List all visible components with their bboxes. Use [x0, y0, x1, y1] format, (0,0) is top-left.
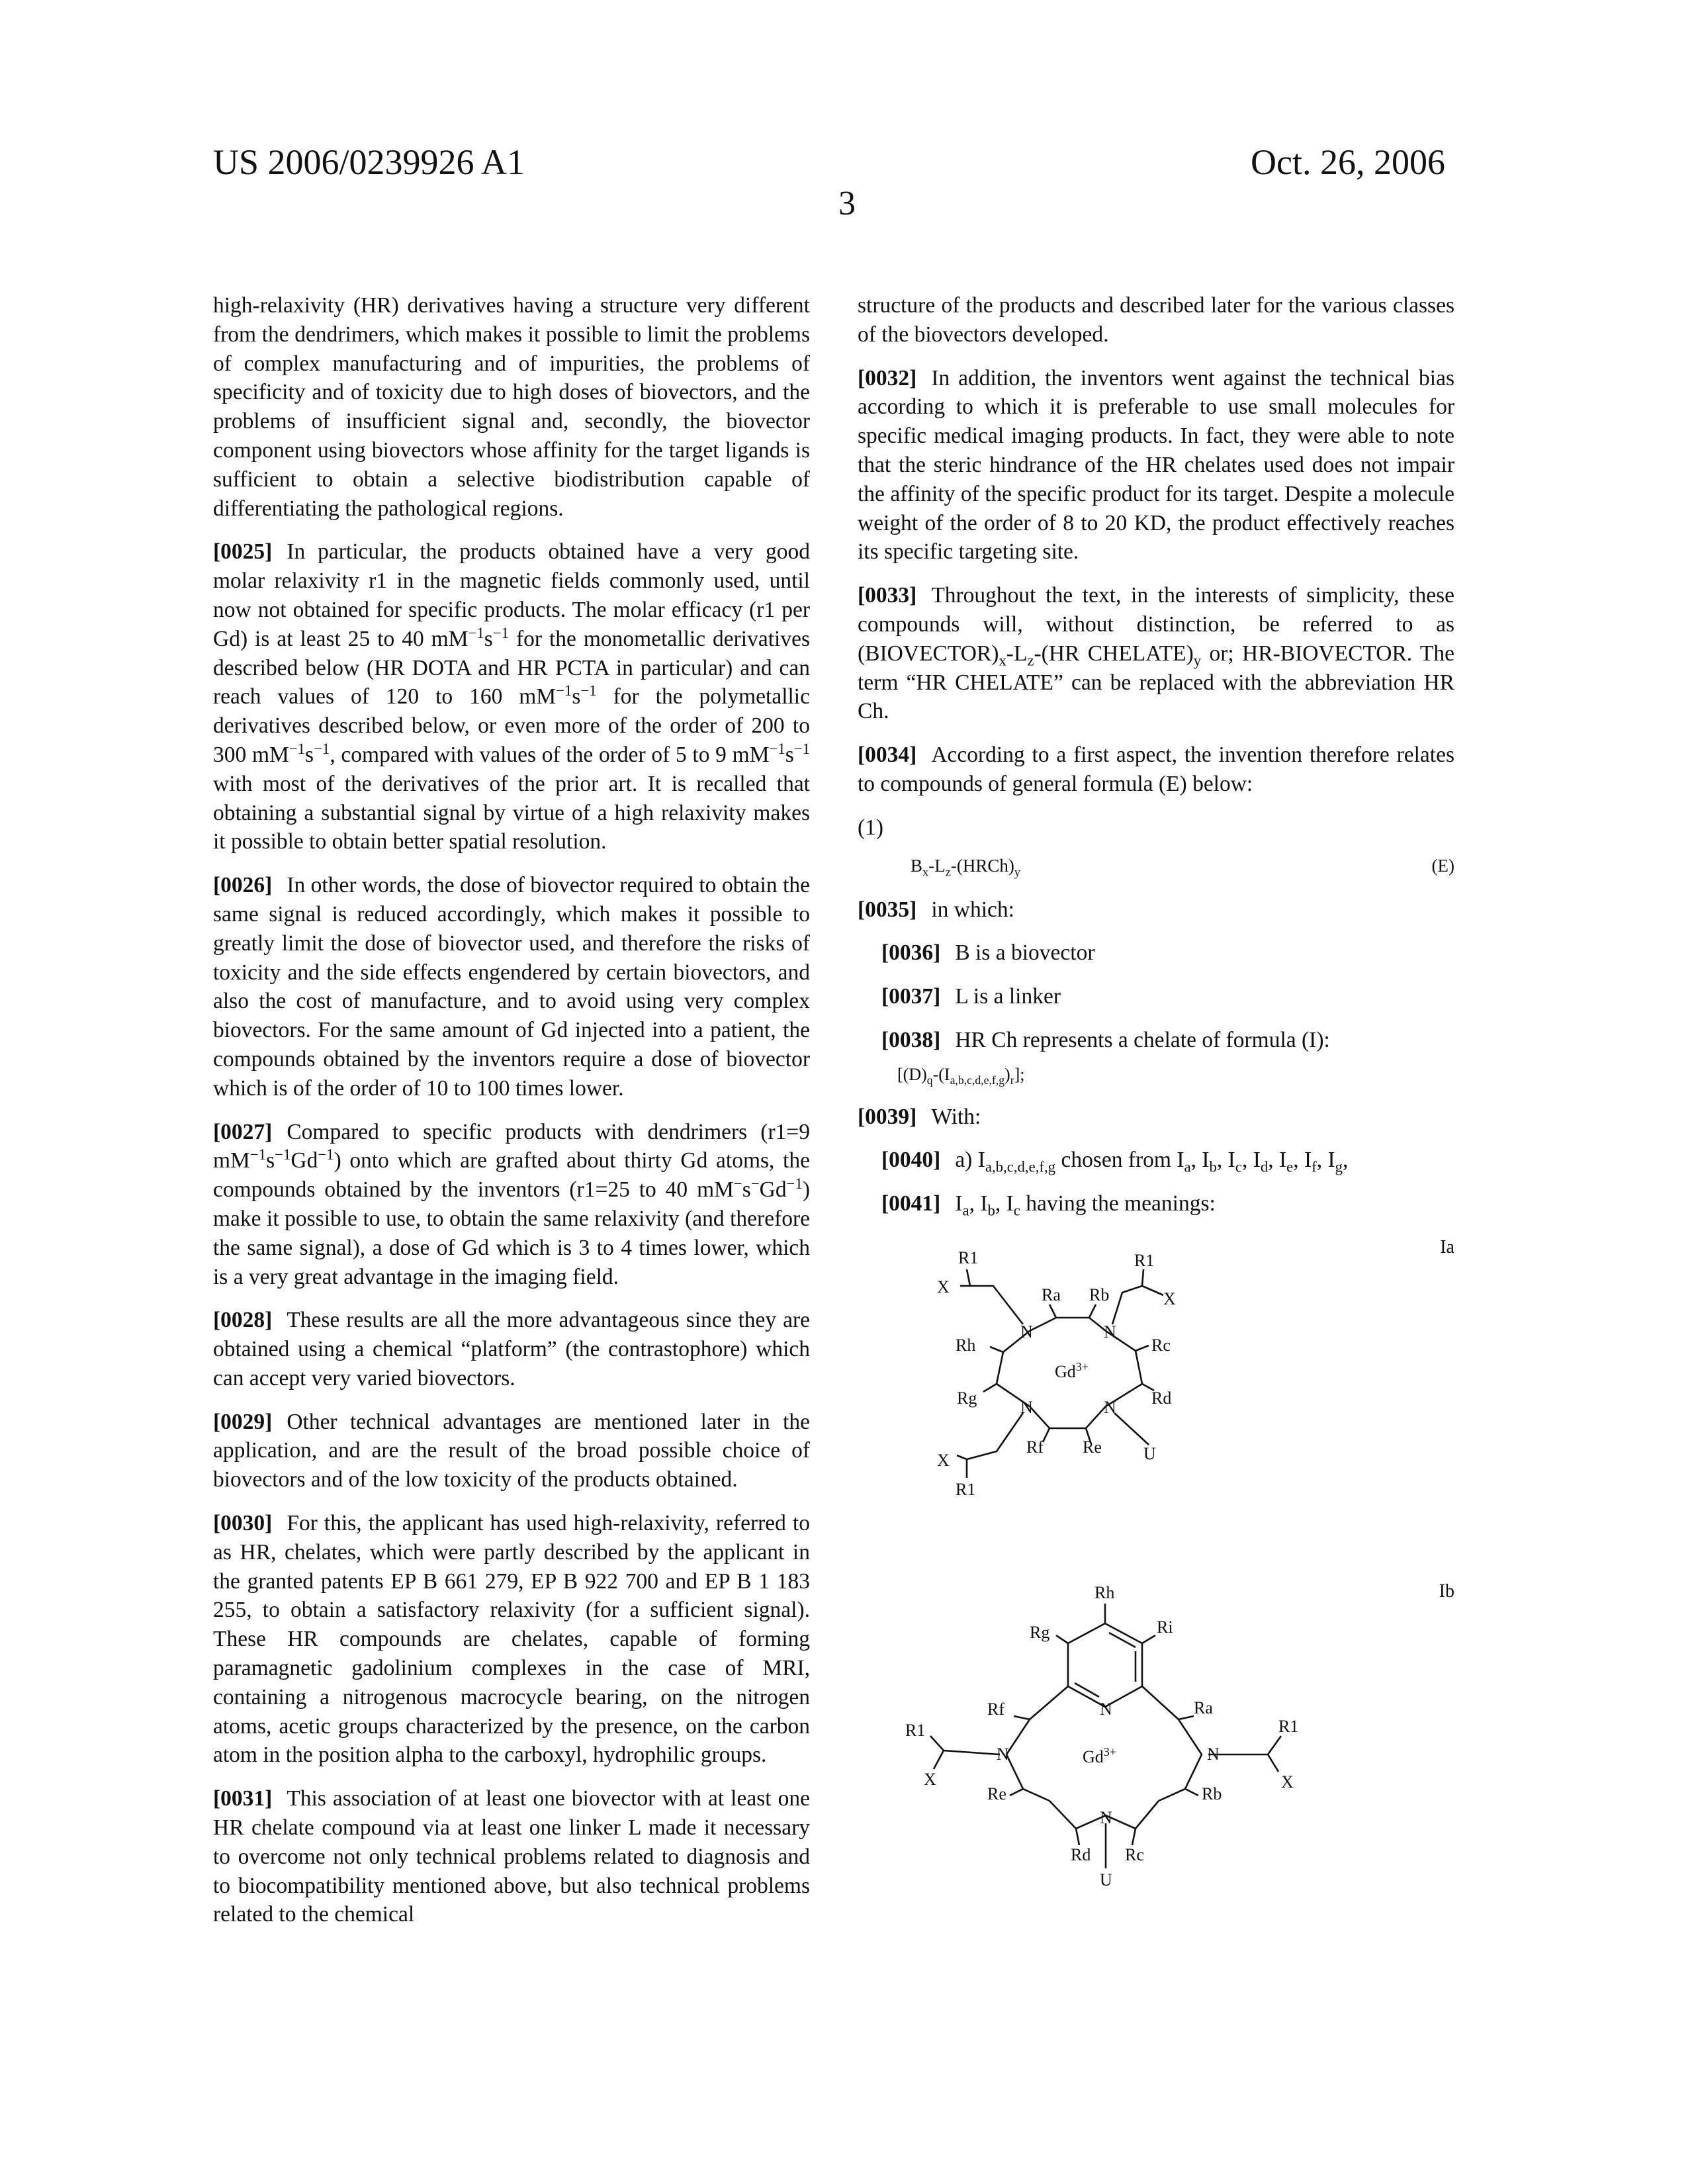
structure-ib-diagram	[858, 1577, 1454, 1974]
right-column	[858, 291, 1454, 1974]
metal-charge: 3+	[1075, 1359, 1089, 1373]
formula-symbol: [(D)	[897, 1064, 927, 1084]
atom-label: Rc	[1151, 1335, 1171, 1355]
paragraph-text: With:	[931, 1104, 981, 1129]
publication-date: Oct. 26, 2006	[1251, 142, 1445, 182]
substituent-bond	[1014, 1716, 1030, 1719]
paragraph-text: ) onto which are grafted about thirty Gd atoms, the compounds obtained by the inventors (r1=25 to 40 mM	[213, 1148, 810, 1203]
structure-ia-figure	[858, 1233, 1454, 1577]
structure-label-ia: Ia	[1440, 1236, 1454, 1257]
paragraph-0027: [0027] Compared to specific products with dendrimers (r1=9 $mM^{-1}s^{-1}Gd^{-1}$) onto which are grafted about thirty Gd atoms, the compounds obtained by the inventors (r1=25 to 40 $mM^-s^-Gd^{-1}$) make it possible to use, to obtain the same relaxivity (and therefore the same signal), a dose of Gd which is 3 to 4 times lower, which is a very great advantage in the imaging field.	[213, 1119, 810, 1289]
double-bond	[1109, 1633, 1136, 1647]
page-number: 3	[838, 185, 856, 222]
atom-label: Rb	[1202, 1784, 1222, 1803]
substituent-bond	[1142, 1635, 1155, 1643]
arm-bond	[967, 1413, 1023, 1459]
formula-i: $[(D)_q-(I_{a,b,c,d,e,f,g})_r]$;	[897, 1064, 1025, 1087]
arm-bond	[970, 1286, 1023, 1324]
paragraph-number: [0027]	[213, 1119, 273, 1144]
atom-label: N	[1020, 1322, 1033, 1342]
arm-bond	[1268, 1754, 1278, 1772]
atom-label: Ri	[1157, 1617, 1173, 1637]
paragraph-0039	[858, 1103, 1454, 1132]
paragraph-text: These results are all the more advantageous since they are obtained using a chemical “platform” (the contrastophore) which can accept very varied biovectors.	[213, 1308, 810, 1390]
atom-label: Rd	[1151, 1388, 1172, 1408]
paragraph-text: , compared with values of the order of 5 to 9 mM	[330, 742, 770, 767]
formula-symbol: -(HRCh)	[950, 855, 1014, 876]
paragraph-number: [0038]	[881, 1027, 941, 1052]
arm-bond	[957, 1455, 967, 1459]
paragraph-text: s	[742, 1177, 751, 1203]
arm-bond	[967, 1269, 970, 1286]
paragraph-number: [0041]	[881, 1191, 941, 1216]
ring-bond	[1030, 1318, 1106, 1331]
paragraph-text: Compared to specific products with dendrimers (r1=9 mM	[213, 1119, 810, 1173]
atom-label: Rc	[1125, 1844, 1144, 1864]
formula-symbol: )	[1004, 1064, 1010, 1084]
ring-bond	[1006, 1686, 1068, 1801]
paragraph-text: chosen from I	[1055, 1148, 1184, 1173]
paragraph-text: Throughout the text, in the interests of simplicity, these compounds will, without distinction, be referred to as (BIOVECTOR)	[858, 583, 1454, 666]
formula-e-expression: $B_x-L_z-(HRCh)_y$	[911, 855, 1021, 878]
formula-symbol: -(I	[932, 1064, 950, 1084]
left-column	[213, 291, 810, 1944]
substituent-bond	[983, 1384, 997, 1392]
atom-label: Rh	[1094, 1582, 1115, 1602]
substituent-bond	[1185, 1789, 1198, 1796]
atom-label: Re	[987, 1784, 1006, 1803]
arm-bond	[1112, 1286, 1142, 1324]
paragraph-text: -L	[1006, 641, 1028, 666]
paragraph-number: [0040]	[881, 1148, 941, 1173]
paragraph-0033: [0033] Throughout the text, in the interests of simplicity, these compounds will, without distinction, be referred to as $(BIOVECTOR)_x-L_z-(HR$ $CHELATE)_y$ or; HR-BIOVECTOR. The term “HR CHELATE” can be replaced with the abbreviation HR Ch.	[858, 583, 1454, 724]
publication-number: US 2006/0239926 A1	[213, 142, 525, 182]
structure-ib-figure	[858, 1577, 1454, 1974]
paragraph-number: [0035]	[858, 897, 917, 922]
atom-label: N	[1104, 1397, 1116, 1417]
paragraph-text: a) I	[955, 1148, 985, 1173]
paragraph-0030	[213, 1509, 810, 1770]
atom-label: R1	[956, 1479, 976, 1499]
paragraph-number: [0037]	[881, 984, 941, 1009]
metal-label	[1083, 1745, 1116, 1766]
paragraph-number: [0028]	[213, 1308, 273, 1333]
substituent-bond	[1132, 1829, 1136, 1845]
paragraph-text: s	[266, 1148, 275, 1173]
substituent-bond	[1043, 1428, 1049, 1442]
paragraph-text: In other words, the dose of biovector required to obtain the same signal is reduced accordingly, which makes it possible to greatly limit the dose of biovector used, and therefore the risks of toxicity and the side effects engendered by certain biovectors, and also the cost of manufacture, and to avoid using very complex biovectors. For the same amount of Gd injected into a patient, the compounds obtained by the inventors require a dose of biovector which is of the order of 10 to 100 times lower.	[213, 873, 810, 1101]
paragraph-0041: [0041] $I_a$, $I_b$, $I_c$ having the meanings:	[881, 1191, 1216, 1219]
ring-bond	[1030, 1406, 1106, 1428]
substituent-bond	[1049, 1304, 1056, 1318]
paragraph-continued: structure of the products and described later for the various classes of the biovectors developed.	[858, 293, 1454, 347]
atom-label: Ra	[1194, 1698, 1213, 1717]
metal-symbol: Gd	[1083, 1747, 1104, 1766]
atom-label: R1	[1134, 1250, 1155, 1270]
atom-label: Rd	[1071, 1844, 1091, 1864]
paragraph-0029	[213, 1408, 810, 1494]
paragraph-0032	[858, 364, 1454, 567]
paragraph-text: for the monometallic derivatives described below (HR DOTA and HR PCTA in particular) and can reach values of 120 to 160 mM	[213, 626, 810, 709]
paragraph-0040: [0040] a) $I_{a,b,c,d,e,f,g}$ chosen from $I_a$, $I_b$, $I_c$, $I_d$, $I_e$, $I_f$, $I_g$,	[881, 1148, 1349, 1176]
substituent-bond	[1076, 1829, 1079, 1845]
paragraph-0036	[858, 938, 1454, 968]
paragraph-text: Gd	[290, 1148, 318, 1173]
metal-charge: 3+	[1103, 1745, 1116, 1758]
paragraph-number: [0029]	[213, 1409, 273, 1434]
metal-label	[1055, 1360, 1089, 1381]
arm-bond	[1142, 1269, 1143, 1286]
atom-label: X	[1163, 1289, 1176, 1308]
paragraph-continued: high-relaxivity (HR) derivatives having a structure very different from the dendrimers, which makes it possible to limit the problems of complex manufacturing and of impurities, the problems of specificity and of toxicity due to high doses of biovectors, and the problems of insufficient signal and, secondly, the biovector component using biovectors whose affinity for the target ligands is sufficient to obtain a selective biodistribution capable of differentiating the pathological regions.	[213, 293, 810, 521]
atom-label: X	[937, 1277, 950, 1297]
atom-label: Rg	[1030, 1622, 1050, 1642]
ring-bond	[1142, 1686, 1202, 1801]
paragraph-text: For this, the applicant has used high-relaxivity, referred to as HR, chelates, which were partly described by the applicant in the granted patents EP B 661 279, EP B 922 700 and EP B 1 183 255, to obtain a satisfactory relaxivity (for a sufficient signal). These HR compounds are chelates, capable of forming paramagnetic gadolinium complexes in the case of MRI, containing a nitrogenous macrocycle bearing, on the nitrogen atoms, acetic groups characterized by the presence, on the carbon atom in the position alpha to the carboxyl, hydrophilic groups.	[213, 1511, 810, 1768]
paragraph-0037	[858, 982, 1454, 1011]
paragraph-0035	[858, 895, 1454, 925]
atom-label: Rh	[956, 1335, 976, 1355]
paragraph-text: HR Ch represents a chelate of formula (I):	[955, 1027, 1330, 1052]
double-bond	[1075, 1683, 1099, 1697]
paragraph-text: with most of the derivatives of the prior art. It is recalled that obtaining a substantial signal by virtue of a high relaxivity makes it possible to obtain better spatial resolution.	[213, 771, 810, 854]
paragraph-0038	[858, 1026, 1454, 1055]
paragraph-text: Gd	[759, 1177, 787, 1203]
substituent-bond	[1136, 1345, 1149, 1351]
paragraph-number: [0026]	[213, 873, 273, 898]
paragraph-number: [0025]	[213, 539, 273, 565]
paragraph-number: [0033]	[858, 583, 917, 608]
arm-bond	[1142, 1286, 1163, 1295]
substituent-bond	[1056, 1635, 1068, 1643]
arm-bond	[934, 1751, 944, 1769]
substituent-bond	[1089, 1304, 1096, 1318]
paragraph-number: [0039]	[858, 1104, 917, 1129]
structure-ia-diagram	[858, 1233, 1454, 1577]
structure-label-ib: Ib	[1439, 1580, 1454, 1602]
paragraph-0026	[213, 871, 810, 1103]
atom-label: N	[1100, 1807, 1112, 1827]
arm-bond	[930, 1736, 1000, 1754]
atom-label: R1	[905, 1720, 926, 1740]
ring-bond	[997, 1331, 1030, 1406]
atom-label: N	[1207, 1744, 1220, 1764]
paragraph-text: for the polymetallic derivatives described below, or even more of the order of 200 to 300 mM	[213, 684, 810, 767]
formula-symbol: B	[911, 855, 923, 876]
paragraph-text: ) make it possible to use, to obtain the same relaxivity (and therefore the same signal), a dose of Gd which is 3 to 4 times lower, which is a very great advantage in the imaging field.	[213, 1177, 810, 1289]
formula-e-tag: (E)	[1431, 855, 1454, 876]
arm-bond	[1114, 1413, 1149, 1445]
paragraph-0031	[213, 1784, 810, 1929]
paragraph-text: In particular, the products obtained have a very good molar relaxivity r1 in the magnetic fields commonly used, until now not obtained for specific products. The molar efficacy (r1 per Gd) is at least 25 to 40 mM	[213, 539, 810, 651]
atom-label: U	[1100, 1870, 1112, 1889]
atom-label: N	[1020, 1397, 1033, 1417]
paragraph-text: B is a biovector	[955, 940, 1095, 966]
formula-symbol: ];	[1014, 1064, 1025, 1084]
paragraph-text: Other technical advantages are mentioned later in the application, and are the result of the broad possible choice of biovectors and of the low toxicity of the products obtained.	[213, 1409, 810, 1492]
paragraph-text: in which:	[931, 897, 1014, 922]
atom-label: R1	[958, 1248, 979, 1267]
substituent-bond	[990, 1347, 1003, 1352]
paragraph-text: -(HR CHELATE)	[1034, 641, 1194, 666]
paragraph-number: [0034]	[858, 743, 917, 768]
atom-label: N	[1100, 1699, 1112, 1719]
pyridine-ring	[1068, 1623, 1142, 1707]
paragraph-number: [0032]	[858, 365, 917, 390]
atom-label: N	[1104, 1322, 1116, 1342]
paragraph-0034	[858, 741, 1454, 799]
atom-label: U	[1143, 1443, 1156, 1463]
formula-symbol: -L	[928, 855, 946, 876]
atom-label: R1	[1278, 1716, 1299, 1736]
atom-label: N	[997, 1744, 1009, 1764]
paragraph-0025: [0025] In particular, the products obtained have a very good molar relaxivity r1 in the magnetic fields commonly used, until now not obtained for specific products. The molar efficacy (r1 per Gd) is at least 25 to 40 $mM^{-1}s^{-1}$ for the monometallic derivatives described below (HR DOTA and HR PCTA in particular) and can reach values of 120 to 160 $mM^{-1}s^{-1}$ for the polymetallic derivatives described below, or even more of the order of 200 to 300 $mM^{-1}s^{-1}$, compared with values of the order of 5 to 9 $mM^{-1}s^{-1}$ with most of the derivatives of the prior art. It is recalled that obtaining a substantial signal by virtue of a high relaxivity makes it possible to obtain better spatial resolution.	[213, 539, 810, 854]
formula-e	[858, 852, 1454, 885]
paragraph-text: In addition, the inventors went against the technical bias according to which it is preferable to use small molecules for specific medical imaging products. In fact, they were able to note that the steric hindrance of the HR chelates used does not impair the affinity of the specific product for its target. Despite a molecule weight of the order of 8 to 20 KD, the product effectively reaches its specific targeting site.	[858, 365, 1454, 565]
atom-label: X	[1281, 1772, 1294, 1792]
paragraph-text: This association of at least one biovector with at least one HR chelate compound via at least one linker L made it necessary to overcome not only technical problems related to diagnosis and to biocompatibility mentioned above, but also technical problems related to the chemical	[213, 1786, 810, 1927]
ring-bond	[1106, 1331, 1142, 1406]
paragraph-number: [0031]	[213, 1786, 273, 1811]
atom-label: X	[937, 1450, 950, 1470]
paragraph-text: having the meanings:	[1020, 1191, 1216, 1216]
paragraph-number: [0036]	[881, 940, 941, 966]
atom-label: Ra	[1042, 1285, 1061, 1304]
paragraph-text: L is a linker	[955, 984, 1061, 1009]
paragraph-number: [0030]	[213, 1511, 273, 1536]
item-number: (1)	[858, 815, 884, 840]
paragraph-0028	[213, 1306, 810, 1392]
atom-label: X	[924, 1769, 936, 1789]
atom-label: Re	[1083, 1437, 1102, 1457]
atom-label: Rb	[1089, 1285, 1110, 1304]
substituent-bond	[1010, 1789, 1023, 1796]
atom-label: Rf	[987, 1699, 1004, 1719]
atom-label: Rf	[1026, 1437, 1044, 1457]
substituent-bond	[1179, 1716, 1194, 1719]
paragraph-text: or; HR-BIOVECTOR. The term “HR CHELATE” can be replaced with the abbreviation HR Ch.	[858, 641, 1454, 724]
metal-symbol: Gd	[1055, 1361, 1076, 1381]
atom-label: Rg	[957, 1388, 977, 1408]
paragraph-text: According to a first aspect, the invention therefore relates to compounds of general formula (E) below:	[858, 743, 1454, 796]
